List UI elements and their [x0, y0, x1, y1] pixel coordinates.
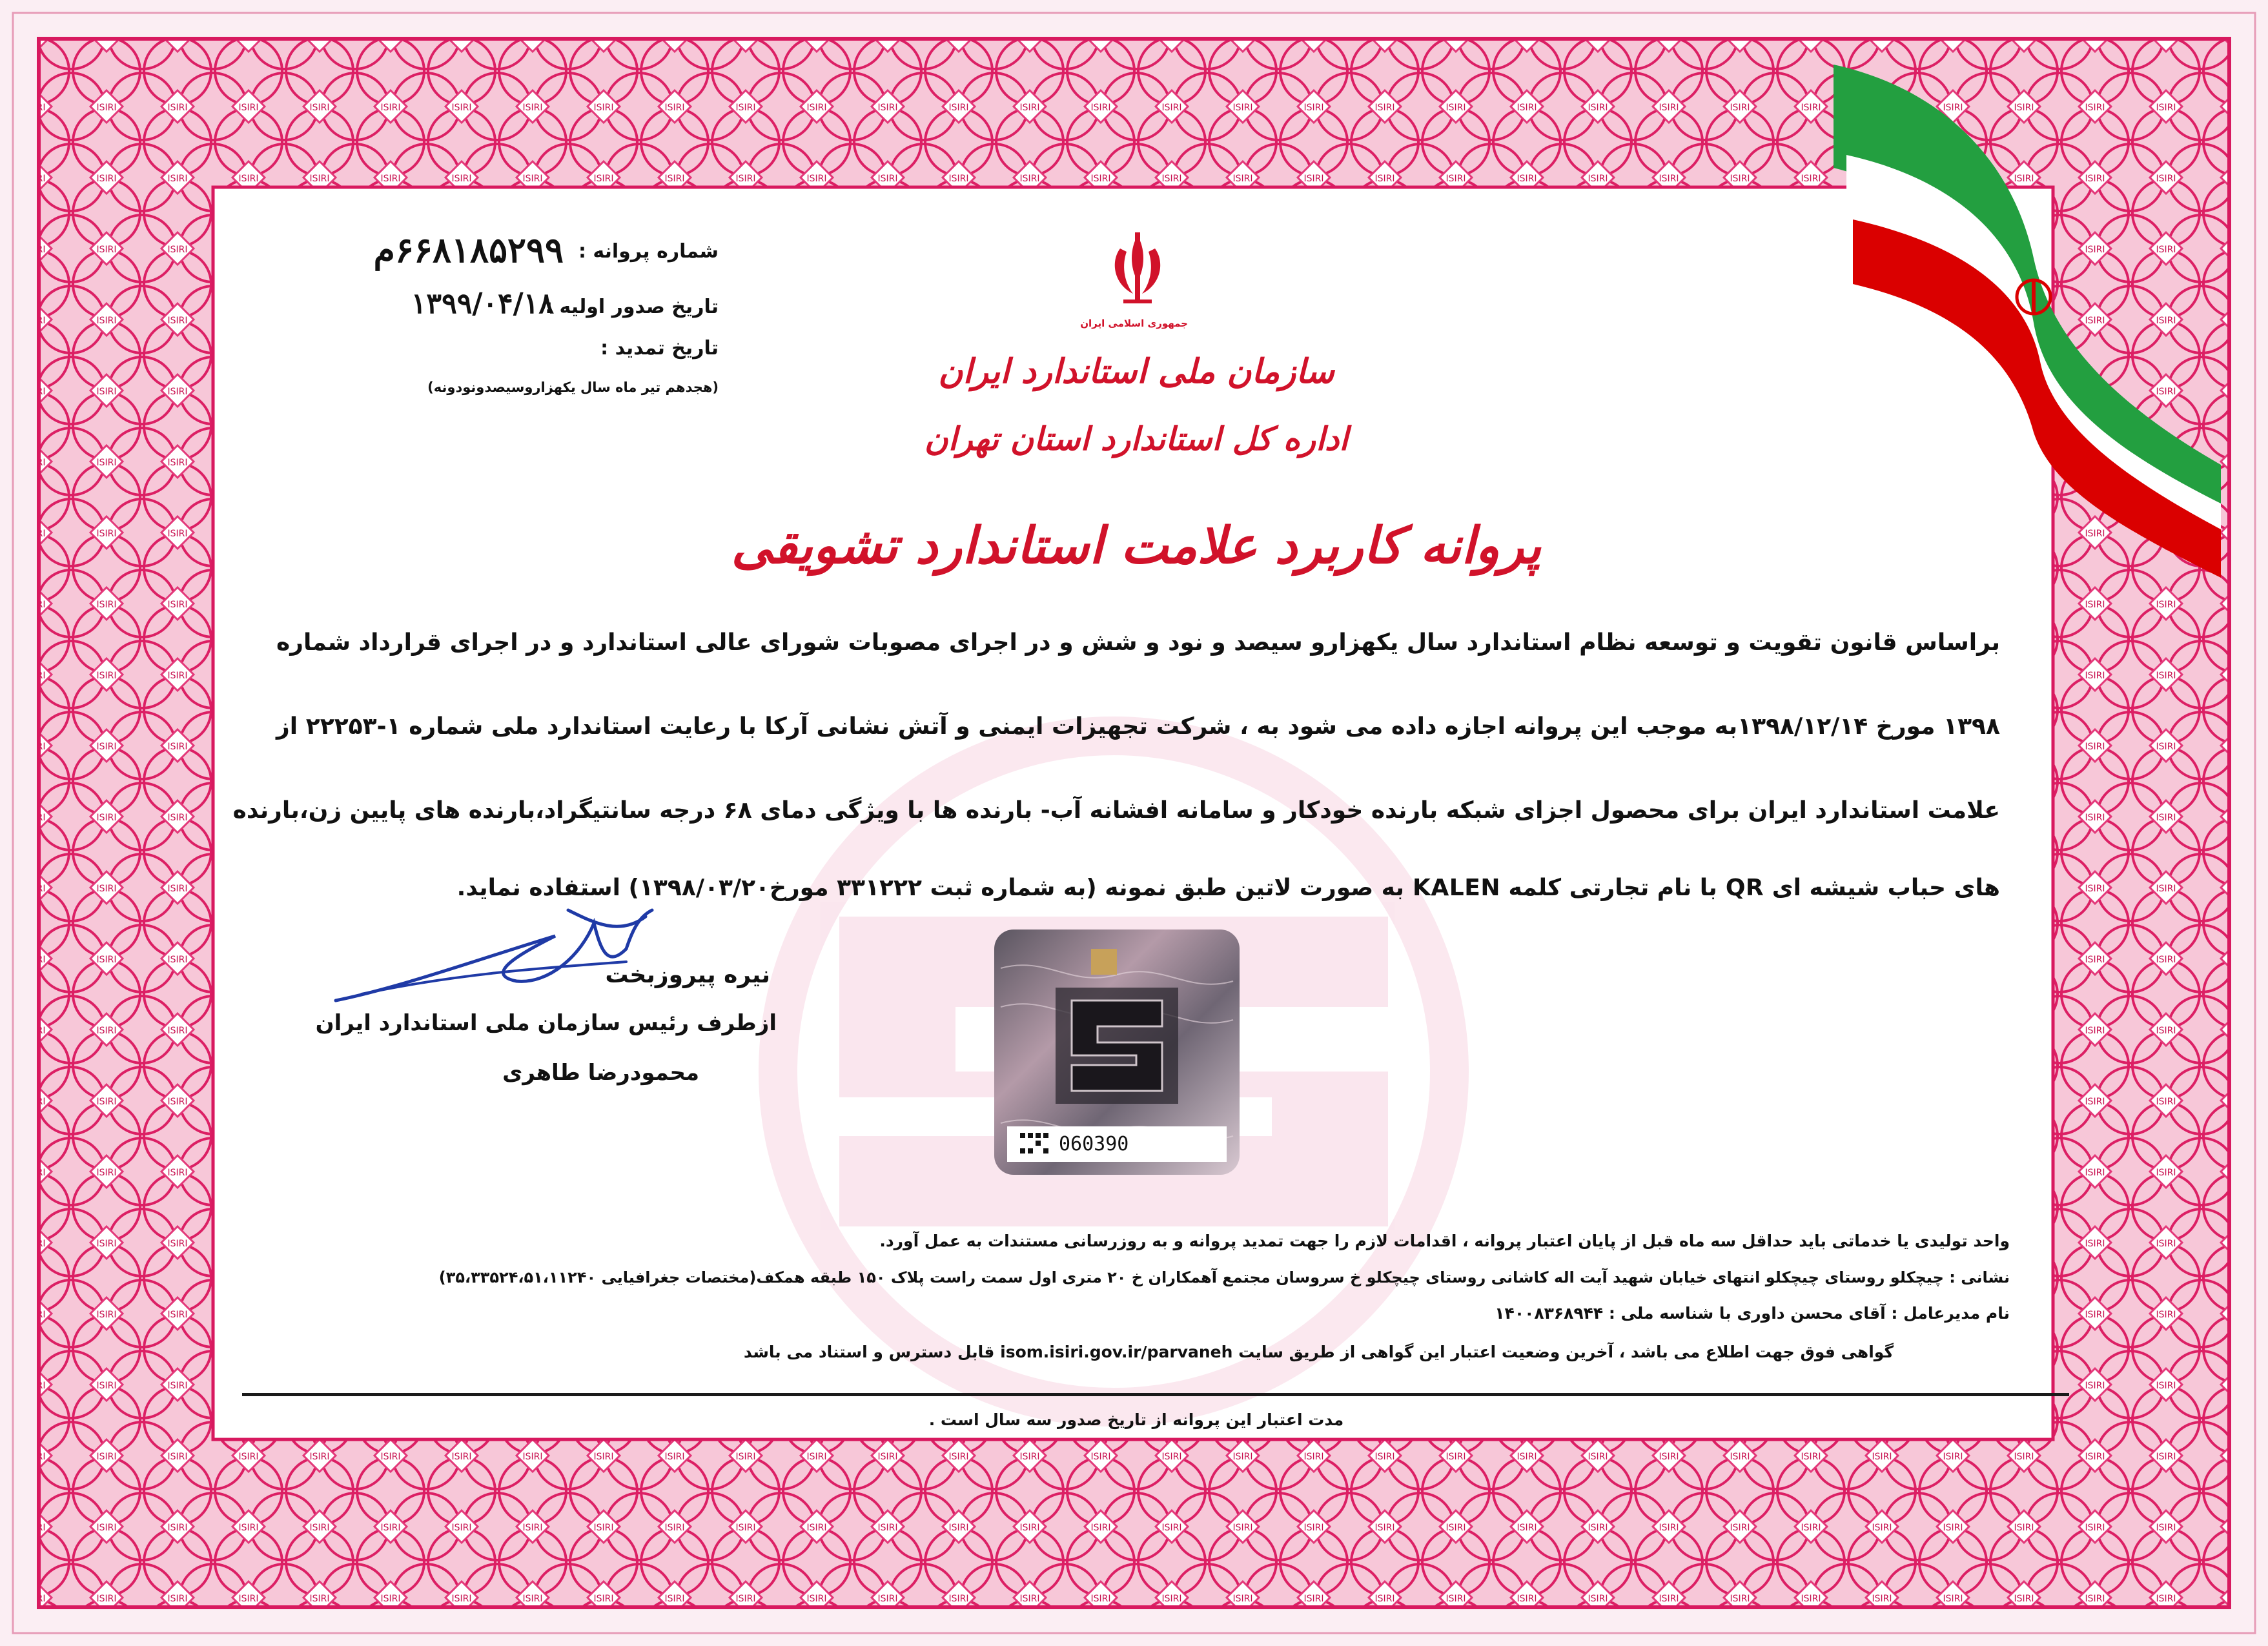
hologram-serial: 060390	[1059, 1133, 1129, 1155]
handwritten-signature-icon	[323, 897, 684, 1013]
certificate-title: پروانه کاربرد علامت استاندارد تشویقی	[731, 516, 1542, 575]
footer-notice: واحد تولیدی یا خدماتی باید حداقل سه ماه قبل از پایان اعتبار پروانه ، اقدامات لازم را جهت تمدید پروانه و به روزرسانی مستندات به عمل آورد.	[879, 1232, 2010, 1250]
renewal-label: تاریخ تمدید :	[600, 337, 719, 360]
license-number-label: شماره پروانه :	[578, 240, 719, 263]
flag-ribbon-icon	[1821, 52, 2234, 581]
iran-emblem-icon	[1098, 229, 1178, 310]
first-issue-label: تاریخ صدور اولیه :	[545, 296, 719, 318]
on-behalf-text: ازطرف رئیس سازمان ملی استاندارد ایران	[315, 1010, 777, 1036]
date-in-words: (هجدهم تیر ماه سال یکهزاروسیصدونودونه)	[427, 380, 719, 395]
body-line-2: ۱۳۹۸ مورخ ۱۳۹۸/۱۲/۱۴به موجب این پروانه اجازه داده می شود به ، شرکت تجهیزات ایمنی و آتش نشانی آرکا با رعایت استاندارد ملی شماره ۱-۲۲۲۵۳ از	[276, 713, 2000, 740]
body-line-4: های حباب شیشه ای QR با نام تجارتی کلمه KALEN به صورت لاتین طبق نمونه (به شماره ثبت ۳۳۱۲۲۲ مورخ۱۳۹۸/۰۳/۲۰) استفاده نماید.	[456, 875, 2000, 901]
body-line-3: علامت استاندارد ایران برای محصول اجزای شبکه بارنده خودکار و سامانه افشانه آب- بارنده ها با ویژگی دمای ۶۸ درجه سانتیگراد،بارنده های پایین زن،بارنده	[232, 797, 2000, 824]
emblem-caption: جمهوری اسلامی ایران	[1080, 318, 1188, 329]
license-number-value: ۶۶۸۱۸۵۲۹۹م	[373, 229, 564, 270]
footer-address: نشانی : چیچکلو روستای چیچکلو انتهای خیابان شهید آیت اله کاشانی روستای چیچکلو خ سروسان مجتمع آهمکاران خ ۲۰ متری اول سمت راست پلاک ۱۵۰ طبقه همکف(مختصات جغرافیایی ۳۵،۳۳۵۲۴،۵۱،۱۱۲۴۰)	[438, 1268, 2010, 1286]
footer-validity: مدت اعتبار این پروانه از تاریخ صدور سه سال است .	[928, 1410, 1344, 1429]
organization-name: سازمان ملی استاندارد ایران	[938, 352, 1334, 391]
footer-verification: گواهی فوق جهت اطلاع می باشد ، آخرین وضعیت اعتبار این گواهی از طریق سایت isom.isiri.gov.ir/parvaneh قابل دسترس و استناد می باشد	[743, 1343, 1894, 1361]
signer-name: نیره پیروزبخت	[605, 962, 770, 988]
body-line-1: براساس قانون تقویت و توسعه نظام استاندارد سال یکهزارو سیصد و نود و شش و در اجرای مصوبات شورای عالی استاندارد و در اجرای قرارداد شماره	[276, 629, 2000, 656]
first-issue-value: ۱۳۹۹/۰۴/۱۸	[411, 287, 554, 320]
department-name: اداره کل استاندارد استان تهران	[924, 420, 1349, 458]
footer-manager: نام مدیرعامل : آقای محسن داوری با شناسه ملی : ۱۴۰۰۸۳۶۸۹۴۴	[1495, 1304, 2010, 1323]
footer-divider	[242, 1393, 2069, 1396]
head-name: محمودرضا طاهری	[502, 1060, 699, 1086]
